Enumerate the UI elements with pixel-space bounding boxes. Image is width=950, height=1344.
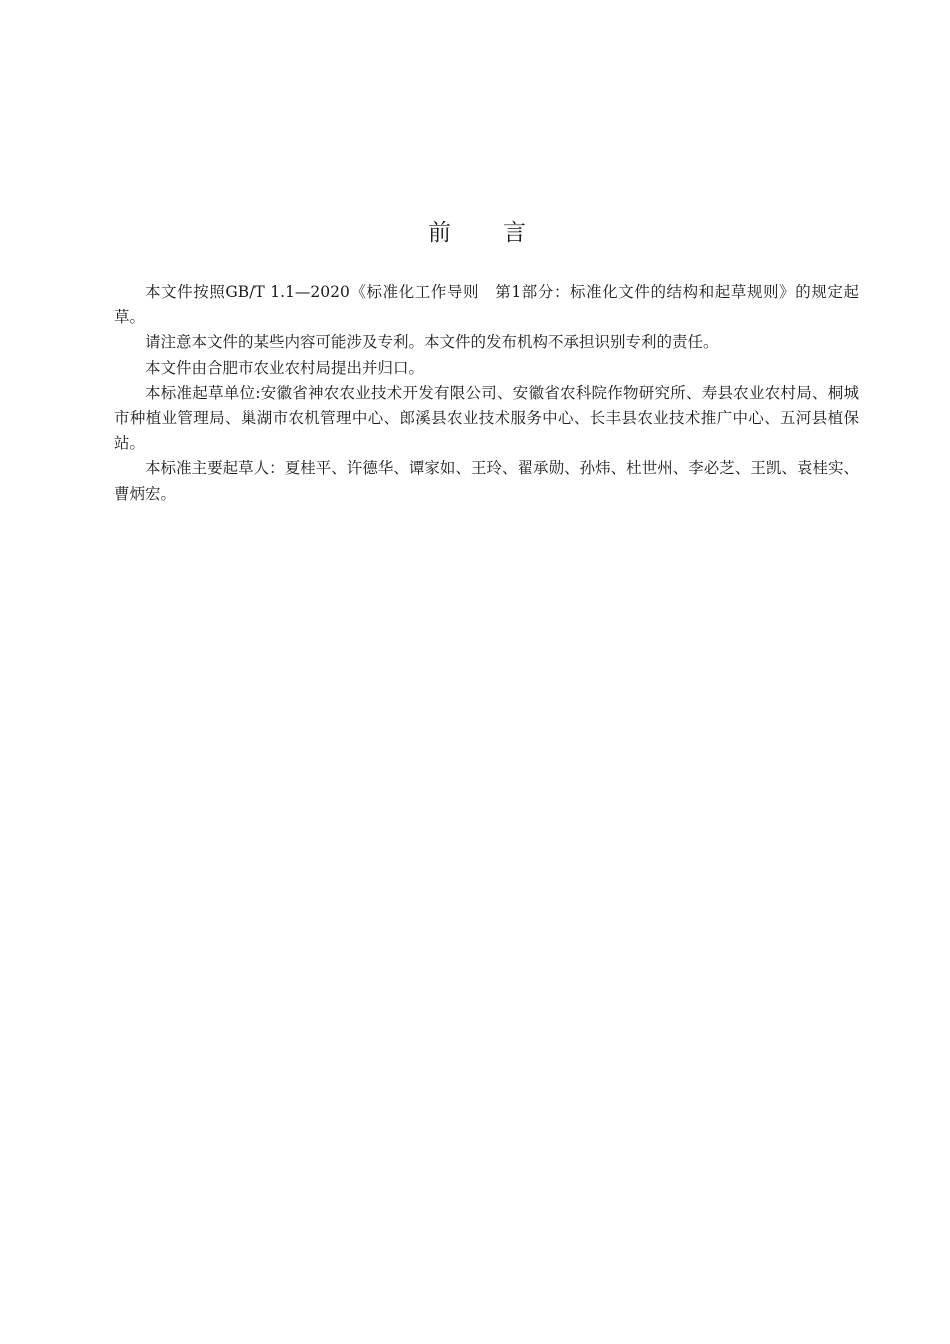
paragraph-proposer: 本文件由合肥市农业农村局提出并归口。 [145,358,425,377]
foreword-body [114,280,859,507]
paragraph-patent-notice: 请注意本文件的某些内容可能涉及专利。本文件的发布机构不承担识别专利的责任。 [145,333,719,352]
paragraph-drafting-units: 本标准起草单位:安徽省神农农业技术开发有限公司、安徽省农科院作物研究所、寿县农业农村局、桐城市种植业管理局、巢湖市农机管理中心、郎溪县农业技术服务中心、长丰县农业技术推广中心、五河县植保站。 [114,383,859,453]
paragraph-drafters: 本标准主要起草人：夏桂平、许德华、谭家如、王玲、翟承勋、孙炜、杜世州、李必芝、王凯、袁桂实、曹炳宏。 [114,459,859,503]
page-title: 前言 [428,220,578,247]
paragraph-drafting-basis: 本文件按照GB/T 1.1—2020《标准化工作导则 第1部分：标准化文件的结构和起草规则》的规定起草。 [114,283,859,327]
